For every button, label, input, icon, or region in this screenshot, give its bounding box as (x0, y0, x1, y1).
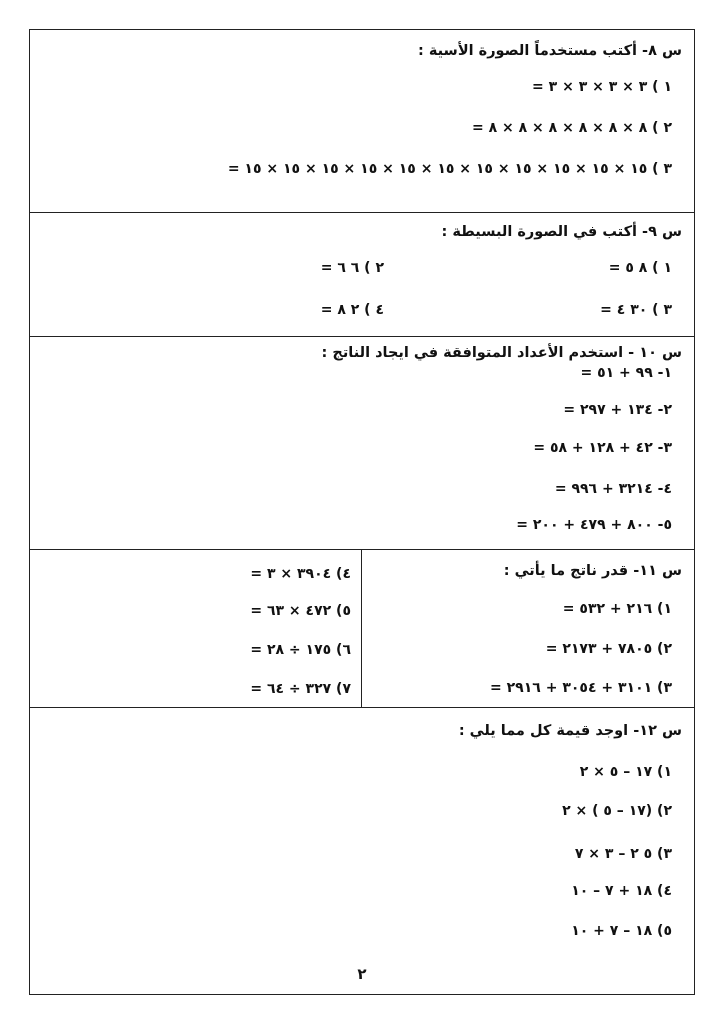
divider (30, 212, 694, 213)
q9-item-3: ٣ ) ٣٠ ٤ = (600, 302, 672, 318)
q10-item-4: ٤- ٣٢١٤ + ٩٩٦ = (554, 481, 672, 497)
q10-item-2: ٢- ١٣٤ + ٢٩٧ = (563, 402, 672, 418)
q12-item-5: ٥) ١٨ – ٧ + ١٠ (571, 923, 672, 939)
divider (30, 336, 694, 337)
q9-title: س ٩- أكتب في الصورة البسيطة : (441, 224, 682, 240)
q10-item-5: ٥- ٨٠٠ + ٤٧٩ + ٢٠٠ = (516, 517, 672, 533)
q11-item-3: ٣) ٣١٠١ + ٣٠٥٤ + ٢٩١٦ = (490, 680, 672, 696)
column-divider (361, 549, 362, 707)
divider (30, 549, 694, 550)
q11-item-7: ٧) ٣٢٧ ÷ ٦٤ = (250, 681, 351, 697)
q10-item-3: ٣- ٤٢ + ١٢٨ + ٥٨ = (533, 440, 672, 456)
q12-item-3: ٣) ٥ ٢ – ٣ × ٧ (574, 846, 672, 862)
q12-item-1: ١) ١٧ – ٥ × ٢ (579, 764, 672, 780)
q9-item-1: ١ ) ٨ ٥ = (608, 260, 672, 276)
q9-item-2: ٢ ) ٦ ٦ = (320, 260, 384, 276)
q11-item-4: ٤) ٣٩٠٤ × ٣ = (250, 566, 351, 582)
q11-title: س ١١- قدر ناتج ما يأتي : (503, 563, 682, 579)
page-number: ٢ (357, 965, 367, 983)
worksheet-page (29, 29, 695, 995)
q11-item-6: ٦) ١٧٥ ÷ ٢٨ = (250, 642, 351, 658)
q9-item-4: ٤ ) ٢ ٨ = (320, 302, 384, 318)
q12-item-4: ٤) ١٨ + ٧ – ١٠ (571, 883, 672, 899)
q12-title: س ١٢- اوجد قيمة كل مما يلي : (458, 723, 682, 739)
q11-item-5: ٥) ٤٧٢ × ٦٣ = (250, 603, 351, 619)
q10-title: س ١٠ - استخدم الأعداد المتوافقة في ايجاد الناتج : (321, 345, 682, 361)
divider (30, 707, 694, 708)
q8-title: س ٨- أكتب مستخدماً الصورة الأسية : (418, 43, 682, 59)
q8-item-3: ٣ ) ١٥ × ١٥ × ١٥ × ١٥ × ١٥ × ١٥ × ١٥ × ١٥ × ١٥ × ١٥ × ١٥ = (227, 161, 672, 177)
q10-item-1: ١- ٩٩ + ٥١ = (580, 365, 672, 381)
q8-item-1: ١ ) ٣ × ٣ × ٣ × ٣ = (532, 79, 672, 95)
q8-item-2: ٢ ) ٨ × ٨ × ٨ × ٨ × ٨ × ٨ = (471, 120, 672, 136)
q12-item-2: ٢) (١٧ – ٥ ) × ٢ (562, 803, 672, 819)
q11-item-2: ٢) ٧٨٠٥ + ٢١٧٣ = (545, 641, 672, 657)
q11-item-1: ١) ٢١٦ + ٥٣٢ = (562, 601, 672, 617)
